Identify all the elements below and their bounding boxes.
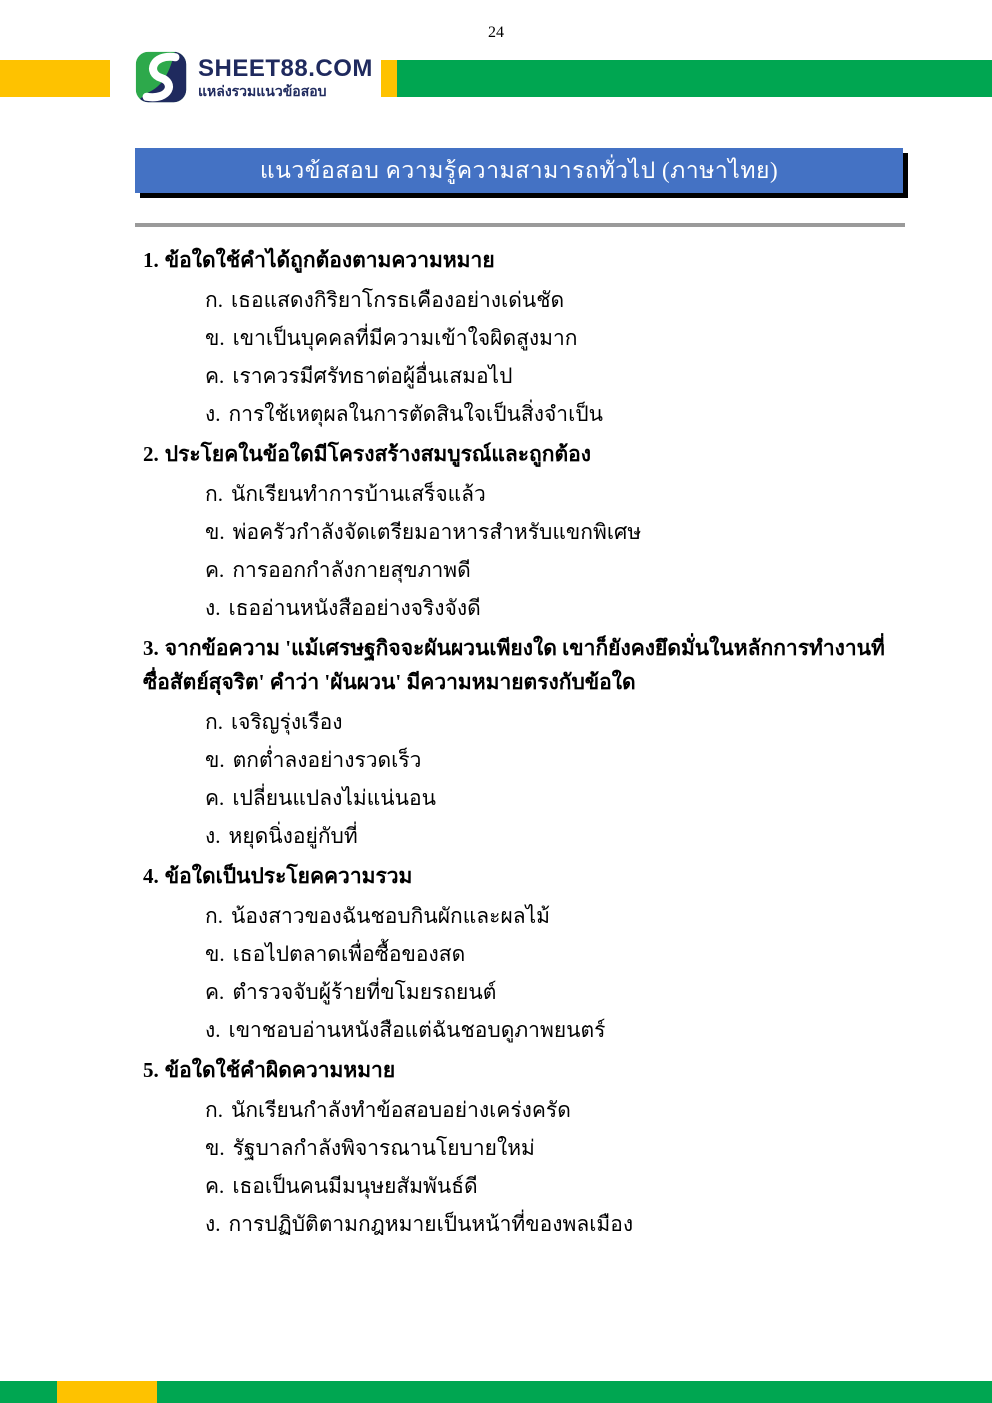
choice-text: เจริญรุ่งเรือง xyxy=(230,710,343,734)
choice-label: ก. xyxy=(205,1098,223,1122)
question-line xyxy=(143,1053,907,1087)
choice-label: ก. xyxy=(205,710,223,734)
choice-item xyxy=(205,357,907,395)
question-number: 2. xyxy=(143,442,159,466)
divider-line xyxy=(135,223,905,227)
choice-text: เปลี่ยนแปลงไม่แน่นอน xyxy=(232,786,436,810)
choice-text: นักเรียนทำการบ้านเสร็จแล้ว xyxy=(230,482,486,506)
question-number: 3. xyxy=(143,636,159,660)
choice-label: ก. xyxy=(205,904,223,928)
question-text: ข้อใดใช้คำได้ถูกต้องตามความหมาย xyxy=(164,248,495,272)
choice-label: ข. xyxy=(205,520,225,544)
question-block xyxy=(143,859,907,1049)
choice-label: ข. xyxy=(205,942,225,966)
choice-label: ค. xyxy=(205,786,225,810)
question-line xyxy=(143,243,907,277)
choice-text: การปฏิบัติตามกฎหมายเป็นหน้าที่ของพลเมือง xyxy=(228,1212,634,1236)
exam-title-banner xyxy=(135,148,903,193)
choice-item xyxy=(205,551,907,589)
question-block xyxy=(143,437,907,627)
choice-label: ง. xyxy=(205,1212,221,1236)
choice-text: หยุดนิ่งอยู่กับที่ xyxy=(228,824,358,848)
choice-list xyxy=(143,1091,907,1243)
choice-text: พ่อครัวกำลังจัดเตรียมอาหารสำหรับแขกพิเศษ xyxy=(232,520,642,544)
choice-text: เขาเป็นบุคคลที่มีความเข้าใจผิดสูงมาก xyxy=(232,326,578,350)
choice-item xyxy=(205,395,907,433)
choice-label: ก. xyxy=(205,288,223,312)
question-line xyxy=(143,859,907,893)
choice-label: ง. xyxy=(205,596,221,620)
question-text: จากข้อความ 'แม้เศรษฐกิจจะผันผวนเพียงใด เขาก็ยังคงยึดมั่นในหลักการทำงานที่ซื่อสัตย์สุจริต' คำว่า 'ผันผวน' มีความหมายตรงกับข้อใด xyxy=(143,636,885,694)
logo-text-block xyxy=(198,56,373,99)
question-number: 1. xyxy=(143,248,159,272)
choice-item xyxy=(205,589,907,627)
choice-text: นักเรียนกำลังทำข้อสอบอย่างเคร่งครัด xyxy=(230,1098,571,1122)
question-number: 5. xyxy=(143,1058,159,1082)
footer-bar-green-right xyxy=(157,1381,992,1403)
question-line xyxy=(143,631,907,699)
choice-text: เธออ่านหนังสืออย่างจริงจังดี xyxy=(228,596,481,620)
choice-text: การใช้เหตุผลในการตัดสินใจเป็นสิ่งจำเป็น xyxy=(228,402,603,426)
choice-list xyxy=(143,281,907,433)
choice-item xyxy=(205,897,907,935)
choice-label: ข. xyxy=(205,748,225,772)
choice-item xyxy=(205,973,907,1011)
header-bar-green xyxy=(397,60,992,97)
question-text: ประโยคในข้อใดมีโครงสร้างสมบูรณ์และถูกต้อง xyxy=(164,442,591,466)
choice-text: น้องสาวของฉันชอบกินผักและผลไม้ xyxy=(230,904,551,928)
choice-label: ค. xyxy=(205,558,225,582)
choice-text: รัฐบาลกำลังพิจารณานโยบายใหม่ xyxy=(232,1136,535,1160)
choice-item xyxy=(205,935,907,973)
choice-text: ตกต่ำลงอย่างรวดเร็ว xyxy=(232,748,422,772)
choice-label: ข. xyxy=(205,1136,225,1160)
choice-item xyxy=(205,1011,907,1049)
footer-decoration-bars xyxy=(0,1381,992,1403)
choice-label: ง. xyxy=(205,402,221,426)
choice-label: ค. xyxy=(205,980,225,1004)
question-list xyxy=(0,243,992,1243)
question-number: 4. xyxy=(143,864,159,888)
choice-item xyxy=(205,281,907,319)
choice-text: เราควรมีศรัทธาต่อผู้อื่นเสมอไป xyxy=(232,364,513,388)
choice-label: ค. xyxy=(205,364,225,388)
header-bar-yellow-left xyxy=(0,60,110,97)
question-text: ข้อใดใช้คำผิดความหมาย xyxy=(164,1058,396,1082)
choice-label: ง. xyxy=(205,1018,221,1042)
logo-brand-text: SHEET88.COM xyxy=(198,54,373,82)
choice-text: การออกกำลังกายสุขภาพดี xyxy=(232,558,471,582)
choice-item xyxy=(205,817,907,855)
choice-text: เธอแสดงกิริยาโกรธเคืองอย่างเด่นชัด xyxy=(230,288,565,312)
choice-item xyxy=(205,703,907,741)
question-block xyxy=(143,243,907,433)
footer-bar-green-left xyxy=(0,1381,57,1403)
choice-text: เขาชอบอ่านหนังสือแต่ฉันชอบดูภาพยนตร์ xyxy=(228,1018,606,1042)
choice-item xyxy=(205,1167,907,1205)
question-block xyxy=(143,631,907,855)
choice-item xyxy=(205,1129,907,1167)
choice-list xyxy=(143,475,907,627)
exam-title-text: แนวข้อสอบ ความรู้ความสามารถทั่วไป (ภาษาไทย) xyxy=(259,157,779,183)
page-number: 24 xyxy=(488,24,504,41)
choice-item xyxy=(205,741,907,779)
choice-item xyxy=(205,779,907,817)
choice-label: ง. xyxy=(205,824,221,848)
choice-label: ก. xyxy=(205,482,223,506)
choice-list xyxy=(143,703,907,855)
question-text: ข้อใดเป็นประโยคความรวม xyxy=(164,864,413,888)
sheet88-logo xyxy=(132,48,381,106)
sheet88-logo-icon xyxy=(134,50,188,104)
question-block xyxy=(143,1053,907,1243)
choice-label: ข. xyxy=(205,326,225,350)
choice-item xyxy=(205,475,907,513)
choice-item xyxy=(205,1205,907,1243)
choice-label: ค. xyxy=(205,1174,225,1198)
choice-text: เธอไปตลาดเพื่อซื้อของสด xyxy=(232,942,466,966)
question-line xyxy=(143,437,907,471)
choice-item xyxy=(205,1091,907,1129)
document-content xyxy=(0,148,992,1247)
choice-list xyxy=(143,897,907,1049)
choice-text: เธอเป็นคนมีมนุษยสัมพันธ์ดี xyxy=(232,1174,478,1198)
choice-item xyxy=(205,513,907,551)
footer-bar-yellow xyxy=(57,1381,157,1403)
choice-item xyxy=(205,319,907,357)
logo-tagline-text: แหล่งรวมแนวข้อสอบ xyxy=(198,82,327,99)
choice-text: ตำรวจจับผู้ร้ายที่ขโมยรถยนต์ xyxy=(232,980,497,1004)
